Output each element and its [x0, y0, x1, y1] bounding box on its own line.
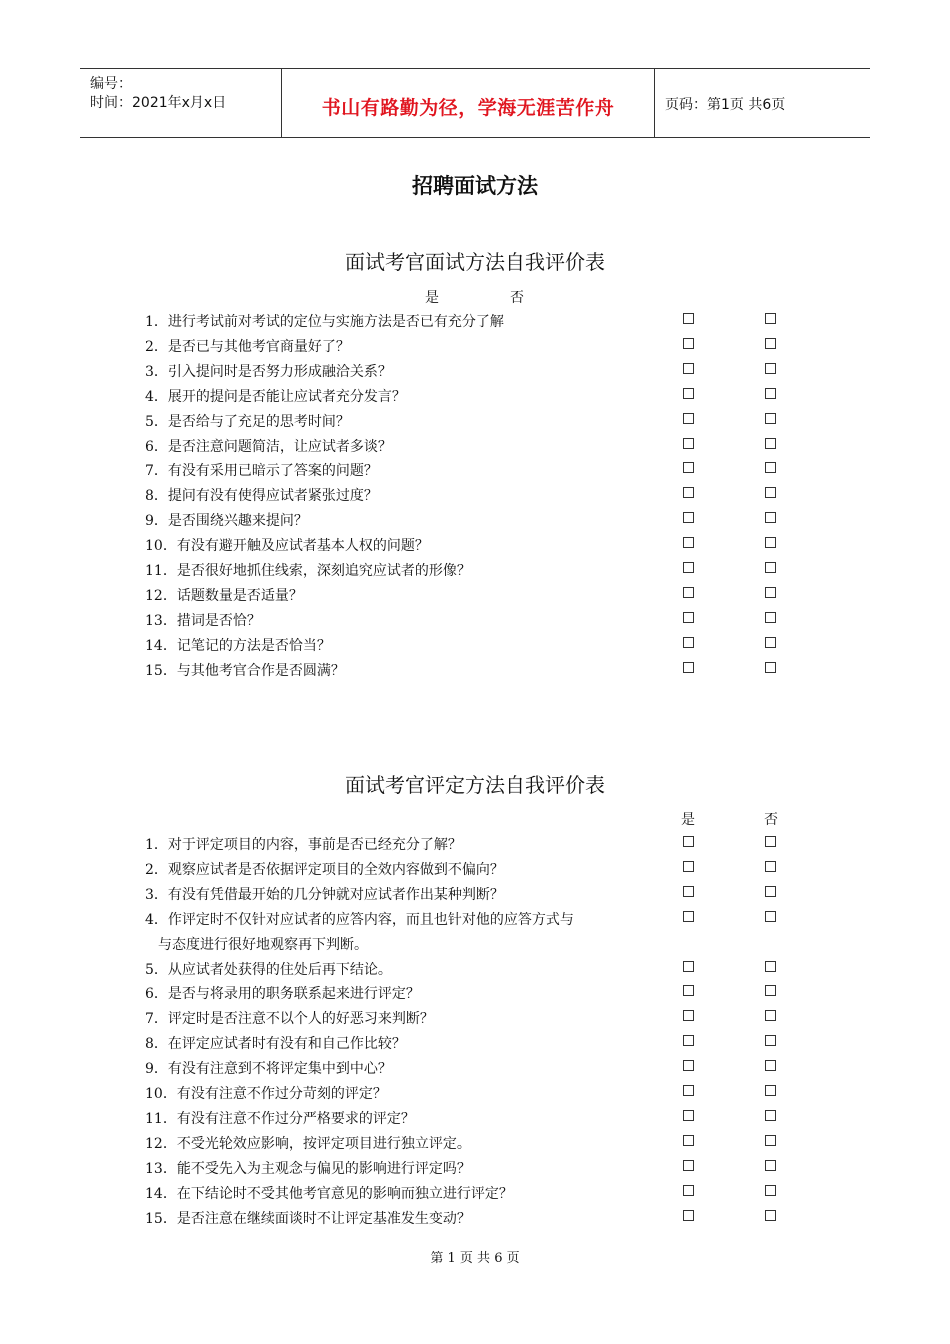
- number-label: 编号：: [90, 76, 132, 92]
- item-number: 8．: [145, 1036, 168, 1053]
- item-number: 7．: [145, 1011, 168, 1028]
- item-number: 2．: [145, 861, 168, 878]
- section-2-no-header: 否: [764, 812, 778, 828]
- item-number: 3．: [145, 363, 168, 380]
- yes-checkbox[interactable]: [683, 487, 694, 498]
- no-checkbox[interactable]: [765, 537, 776, 548]
- checklist-row: [145, 1058, 825, 1080]
- yes-checkbox[interactable]: [683, 313, 694, 324]
- yes-checkbox[interactable]: [683, 338, 694, 349]
- yes-checkbox[interactable]: [683, 1185, 694, 1196]
- yes-checkbox[interactable]: [683, 537, 694, 548]
- checklist-row: [145, 1008, 825, 1030]
- item-number: 11．: [145, 1110, 177, 1127]
- yes-checkbox[interactable]: [683, 1110, 694, 1121]
- checklist-row: [145, 510, 825, 532]
- checklist-row: [145, 884, 825, 906]
- header-motto: 书山有路勤为径，学海无涯苦作舟: [321, 97, 615, 119]
- page-header: [80, 68, 870, 138]
- yes-checkbox[interactable]: [683, 587, 694, 598]
- yes-checkbox[interactable]: [683, 985, 694, 996]
- no-checkbox[interactable]: [765, 985, 776, 996]
- checklist-row: [145, 436, 825, 458]
- no-checkbox[interactable]: [765, 413, 776, 424]
- no-checkbox[interactable]: [765, 512, 776, 523]
- item-question: 有没有采用已暗示了答案的问题？: [167, 463, 378, 480]
- yes-checkbox[interactable]: [683, 861, 694, 872]
- no-checkbox[interactable]: [765, 836, 776, 847]
- item-question: 评定时是否注意不以个人的好恶习来判断？: [167, 1011, 434, 1028]
- yes-checkbox[interactable]: [683, 388, 694, 399]
- no-checkbox[interactable]: [765, 637, 776, 648]
- yes-checkbox[interactable]: [683, 662, 694, 673]
- item-question: 是否已与其他考官商量好了？: [167, 338, 350, 355]
- yes-checkbox[interactable]: [683, 961, 694, 972]
- item-question: 在下结论时不受其他考官意见的影响而独立进行评定？: [176, 1185, 513, 1202]
- item-question: 在评定应试者时有没有和自己作比较？: [167, 1036, 406, 1053]
- checklist-row: [145, 311, 825, 333]
- no-checkbox[interactable]: [765, 562, 776, 573]
- item-question: 提问有没有使得应试者紧张过度？: [167, 488, 378, 505]
- checklist-row: [145, 1108, 825, 1130]
- no-checkbox[interactable]: [765, 1085, 776, 1096]
- item-question-continued: 与态度进行很好地观察再下判断。: [158, 936, 368, 953]
- checklist-row: [145, 909, 825, 953]
- no-checkbox[interactable]: [765, 886, 776, 897]
- item-number: 2．: [145, 338, 168, 355]
- checklist-row: [145, 635, 825, 657]
- no-checkbox[interactable]: [765, 487, 776, 498]
- item-question: 是否注意问题简洁，让应试者多谈？: [167, 438, 392, 455]
- item-question: 措词是否恰？: [176, 612, 261, 629]
- item-question: 是否给与了充足的思考时间？: [167, 413, 350, 430]
- header-left-cell: [80, 69, 282, 137]
- checklist-row: [145, 361, 825, 383]
- item-number: 14．: [145, 1185, 177, 1202]
- item-number: 14．: [145, 637, 177, 654]
- section-2-title: 面试考官评定方法自我评价表: [345, 773, 605, 797]
- yes-checkbox[interactable]: [683, 886, 694, 897]
- checklist-row: [145, 585, 825, 607]
- yes-checkbox[interactable]: [683, 612, 694, 623]
- item-question: 有没有避开触及应试者基本人权的问题？: [176, 538, 429, 555]
- item-question: 引入提问时是否努力形成融洽关系？: [167, 363, 392, 380]
- no-checkbox[interactable]: [765, 911, 776, 922]
- no-checkbox[interactable]: [765, 861, 776, 872]
- checklist-row: [145, 610, 825, 632]
- item-number: 5．: [145, 961, 168, 978]
- yes-checkbox[interactable]: [683, 1060, 694, 1071]
- no-checkbox[interactable]: [765, 961, 776, 972]
- checklist-row: [145, 983, 825, 1005]
- yes-checkbox[interactable]: [683, 637, 694, 648]
- item-question: 进行考试前对考试的定位与实施方法是否已有充分了解: [167, 314, 504, 330]
- checklist-row: [145, 460, 825, 482]
- yes-checkbox[interactable]: [683, 438, 694, 449]
- no-checkbox[interactable]: [765, 1185, 776, 1196]
- item-number: 15．: [145, 662, 177, 679]
- time-label: 时间：2021年x月x日: [90, 95, 227, 111]
- checklist-row: [145, 834, 825, 856]
- item-question: 话题数量是否适量？: [176, 587, 303, 604]
- item-question: 是否与将录用的职务联系起来进行评定？: [167, 986, 420, 1003]
- item-question: 观察应试者是否依据评定项目的全效内容做到不偏向？: [167, 861, 504, 878]
- checklist-row: [145, 485, 825, 507]
- checklist-row: [145, 1208, 825, 1230]
- item-question: 是否很好地抓住线索，深刻追究应试者的形像？: [176, 563, 471, 579]
- item-question: 是否围绕兴趣来提问？: [167, 513, 308, 530]
- item-number: 8．: [145, 488, 168, 505]
- checklist-row: [145, 386, 825, 408]
- item-question: 有没有注意到不将评定集中到中心？: [167, 1061, 392, 1078]
- item-number: 4．: [145, 388, 168, 405]
- page-info: 页码：第1页 共6页: [665, 97, 786, 113]
- item-number: 3．: [145, 886, 168, 903]
- checklist-row: [145, 336, 825, 358]
- no-checkbox[interactable]: [765, 1110, 776, 1121]
- item-question: 与其他考官合作是否圆满？: [176, 662, 345, 679]
- item-number: 10．: [145, 1086, 177, 1102]
- item-question: 有没有注意不作过分苛刻的评定？: [176, 1086, 387, 1102]
- yes-checkbox[interactable]: [683, 1010, 694, 1021]
- item-number: 10．: [145, 538, 177, 555]
- no-checkbox[interactable]: [765, 338, 776, 349]
- no-checkbox[interactable]: [765, 1135, 776, 1146]
- item-number: 6．: [145, 438, 168, 455]
- no-checkbox[interactable]: [765, 662, 776, 673]
- item-number: 9．: [145, 1061, 168, 1078]
- item-number: 6．: [145, 986, 168, 1003]
- checklist-row: [145, 411, 825, 433]
- item-number: 1．: [145, 314, 168, 330]
- checklist-row: [145, 1158, 825, 1180]
- no-checkbox[interactable]: [765, 587, 776, 598]
- item-number: 13．: [145, 612, 177, 629]
- yes-checkbox[interactable]: [683, 1135, 694, 1146]
- yes-checkbox[interactable]: [683, 1210, 694, 1221]
- item-number: 5．: [145, 413, 168, 430]
- checklist-row: [145, 1033, 825, 1055]
- item-number: 13．: [145, 1160, 177, 1177]
- item-question: 展开的提问是否能让应试者充分发言？: [167, 388, 406, 405]
- no-checkbox[interactable]: [765, 363, 776, 374]
- checklist-row: [145, 1083, 825, 1105]
- item-number: 15．: [145, 1210, 177, 1227]
- yes-checkbox[interactable]: [683, 911, 694, 922]
- page-footer: 第 1 页 共 6 页: [430, 1251, 520, 1266]
- no-checkbox[interactable]: [765, 612, 776, 623]
- no-checkbox[interactable]: [765, 1060, 776, 1071]
- yes-checkbox[interactable]: [683, 1035, 694, 1046]
- section-1-title: 面试考官面试方法自我评价表: [345, 250, 605, 274]
- no-checkbox[interactable]: [765, 1210, 776, 1221]
- item-question: 对于评定项目的内容，事前是否已经充分了解？: [167, 837, 462, 853]
- yes-checkbox[interactable]: [683, 462, 694, 473]
- checklist-row: [145, 859, 825, 881]
- item-question: 不受光轮效应影响，按评定项目进行独立评定。: [176, 1135, 471, 1152]
- no-checkbox[interactable]: [765, 1160, 776, 1171]
- yes-checkbox[interactable]: [683, 836, 694, 847]
- checklist-row: [145, 660, 825, 682]
- item-number: 4．: [145, 911, 168, 928]
- checklist-row: [145, 1183, 825, 1205]
- yes-checkbox[interactable]: [683, 512, 694, 523]
- no-checkbox[interactable]: [765, 462, 776, 473]
- checklist-row: [145, 560, 825, 582]
- item-number: 11．: [145, 563, 177, 579]
- checklist-row: [145, 535, 825, 557]
- no-checkbox[interactable]: [765, 1010, 776, 1021]
- yes-checkbox[interactable]: [683, 1160, 694, 1171]
- item-question: 是否注意在继续面谈时不让评定基准发生变动？: [176, 1210, 471, 1227]
- item-question: 有没有凭借最开始的几分钟就对应试者作出某种判断？: [167, 886, 504, 903]
- no-checkbox[interactable]: [765, 388, 776, 399]
- yes-checkbox[interactable]: [683, 1085, 694, 1096]
- header-middle-cell: [282, 69, 655, 137]
- item-number: 12．: [145, 1135, 177, 1152]
- yes-checkbox[interactable]: [683, 363, 694, 374]
- item-question: 作评定时不仅针对应试者的应答内容，而且也针对他的应答方式与: [167, 911, 574, 928]
- yes-checkbox[interactable]: [683, 562, 694, 573]
- section-1-no-header: 否: [510, 290, 524, 306]
- yes-checkbox[interactable]: [683, 413, 694, 424]
- section-1-yes-header: 是: [425, 290, 439, 306]
- document-title: 招聘面试方法: [412, 174, 538, 198]
- item-number: 9．: [145, 513, 168, 530]
- item-number: 12．: [145, 587, 177, 604]
- item-question: 记笔记的方法是否恰当？: [176, 637, 331, 654]
- checklist-row: [145, 1133, 825, 1155]
- item-question: 有没有注意不作过分严格要求的评定？: [176, 1110, 415, 1127]
- item-number: 1．: [145, 837, 168, 853]
- item-question: 能不受先入为主观念与偏见的影响进行评定吗？: [176, 1160, 471, 1177]
- checklist-row: [145, 959, 825, 981]
- no-checkbox[interactable]: [765, 313, 776, 324]
- section-2-yes-header: 是: [681, 812, 695, 828]
- header-right-cell: [655, 69, 870, 137]
- item-question: 从应试者处获得的住处后再下结论。: [167, 961, 392, 978]
- no-checkbox[interactable]: [765, 438, 776, 449]
- item-number: 7．: [145, 463, 168, 480]
- no-checkbox[interactable]: [765, 1035, 776, 1046]
